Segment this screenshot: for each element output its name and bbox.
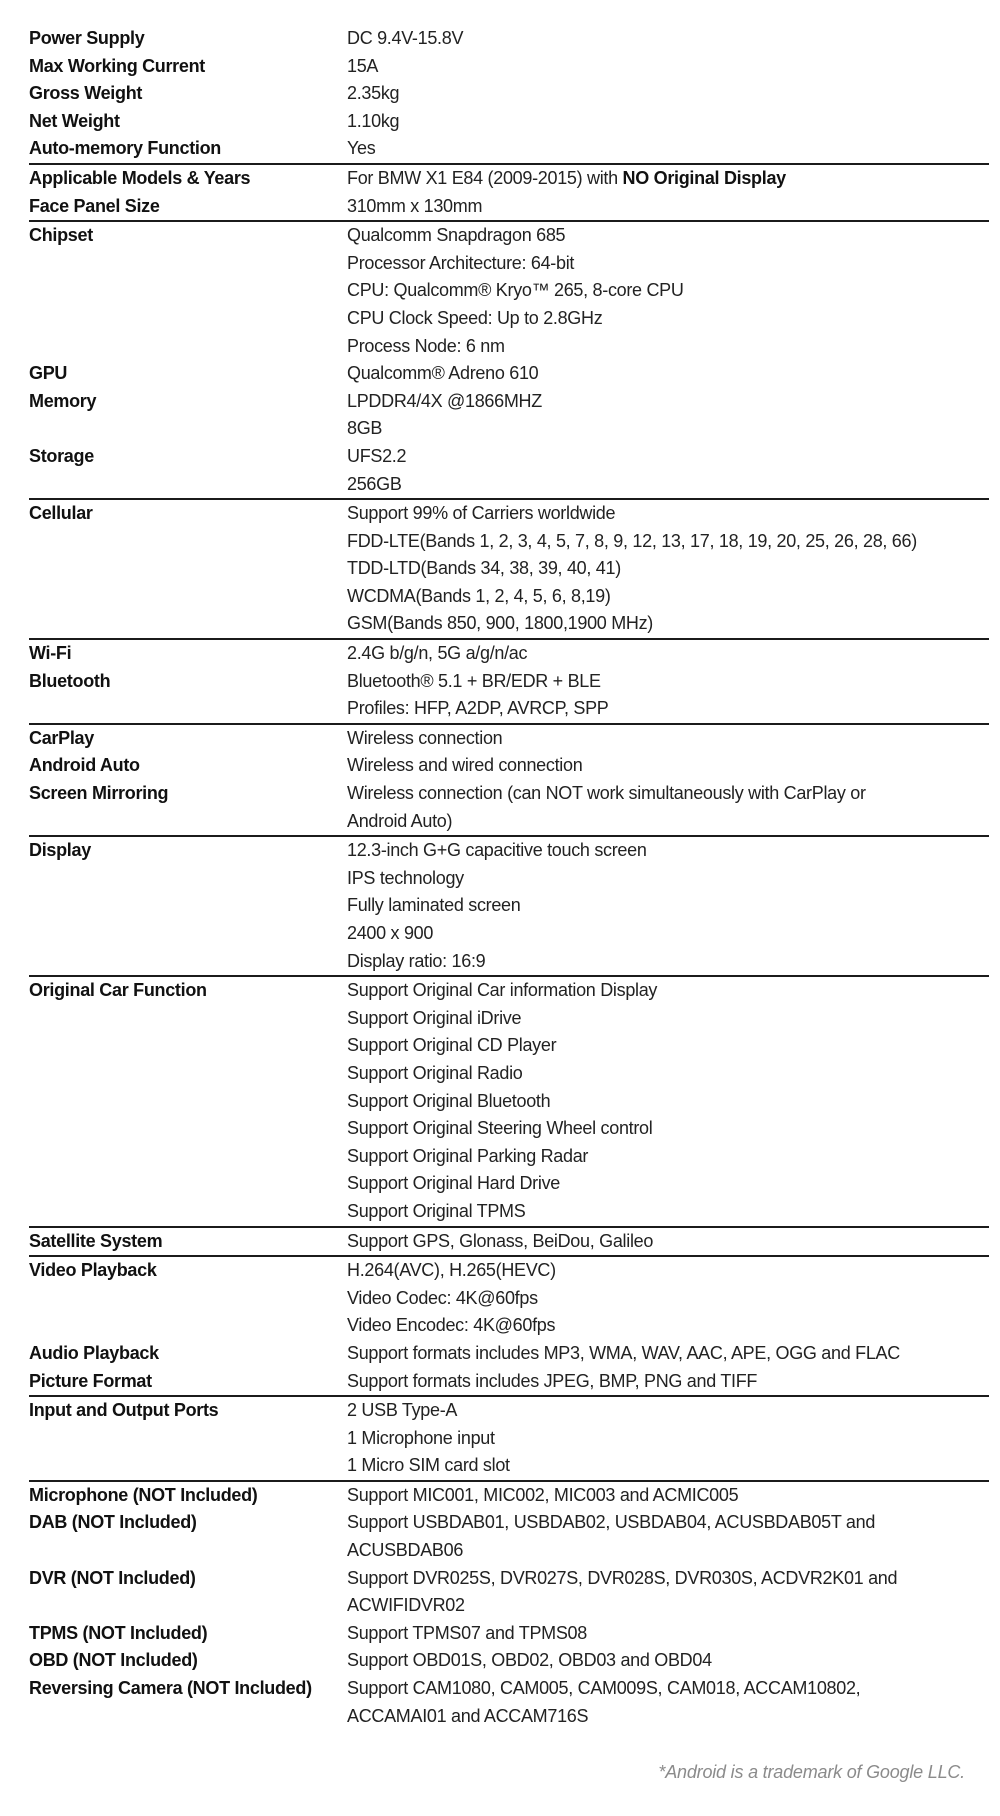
spec-row	[29, 752, 989, 780]
spec-value-line: Support TPMS07 and TPMS08	[347, 1622, 587, 1643]
spec-value-line: For BMW X1 E84 (2009-2015) with NO Original Display	[347, 167, 786, 188]
spec-section	[29, 220, 989, 498]
spec-value-line: Profiles: HFP, A2DP, AVRCP, SPP	[347, 698, 609, 719]
spec-value-line: 310mm x 130mm	[347, 195, 483, 216]
spec-row	[29, 1647, 989, 1675]
spec-section	[29, 1395, 989, 1480]
spec-value-line: 2.35kg	[347, 83, 400, 104]
spec-section	[29, 25, 989, 163]
spec-value	[347, 1257, 989, 1340]
spec-value	[347, 1340, 989, 1368]
spec-value	[347, 977, 989, 1225]
spec-value-line: IPS technology	[347, 867, 464, 888]
spec-row	[29, 1368, 989, 1396]
spec-row	[29, 193, 989, 221]
spec-value-line: ACCAMAI01 and ACCAM716S	[347, 1705, 589, 1726]
spec-value-line: Bluetooth® 5.1 + BR/EDR + BLE	[347, 670, 601, 691]
spec-value-line: 2.4G b/g/n, 5G a/g/n/ac	[347, 643, 528, 664]
spec-label: Audio Playback	[29, 1342, 159, 1363]
spec-label: GPU	[29, 363, 68, 384]
spec-value-line: Support formats includes MP3, WMA, WAV, AAC, APE, OGG and FLAC	[347, 1342, 900, 1363]
spec-value	[347, 53, 989, 81]
spec-value-line: Support CAM1080, CAM005, CAM009S, CAM018, ACCAM10802,	[347, 1678, 861, 1699]
spec-table	[29, 25, 989, 1730]
spec-value-line: Support DVR025S, DVR027S, DVR028S, DVR030S, ACDVR2K01 and	[347, 1567, 898, 1588]
spec-label: Microphone (NOT Included)	[29, 1484, 258, 1505]
spec-row	[29, 1565, 989, 1620]
spec-value-line: Support Original TPMS	[347, 1200, 526, 1221]
spec-value-line: Support formats includes JPEG, BMP, PNG and TIFF	[347, 1370, 758, 1391]
spec-label: OBD (NOT Included)	[29, 1650, 198, 1671]
spec-label: Bluetooth	[29, 670, 111, 691]
spec-row	[29, 668, 989, 723]
spec-value	[347, 1482, 989, 1510]
spec-value	[347, 1509, 989, 1564]
spec-value-line: Support Original iDrive	[347, 1007, 522, 1028]
spec-label: Max Working Current	[29, 55, 205, 76]
spec-row	[29, 53, 989, 81]
spec-value-line: Support 99% of Carriers worldwide	[347, 503, 616, 524]
spec-value-line: 2 USB Type-A	[347, 1400, 458, 1421]
android-trademark-note: *Android is a trademark of Google LLC.	[658, 1762, 965, 1782]
spec-section	[29, 498, 989, 638]
spec-row	[29, 1257, 989, 1340]
spec-section	[29, 1226, 989, 1256]
spec-value-line: Support USBDAB01, USBDAB02, USBDAB04, ACUSBDAB05T and	[347, 1512, 876, 1533]
spec-row	[29, 25, 989, 53]
spec-row	[29, 388, 989, 443]
spec-section	[29, 975, 989, 1225]
spec-label: Net Weight	[29, 110, 120, 131]
spec-value-line: Wireless connection	[347, 727, 503, 748]
spec-value-line: Process Node: 6 nm	[347, 335, 505, 356]
spec-label: Screen Mirroring	[29, 783, 169, 804]
spec-section	[29, 1480, 989, 1730]
spec-value-line: LPDDR4/4X @1866MHZ	[347, 390, 542, 411]
spec-label: Video Playback	[29, 1260, 157, 1281]
spec-row	[29, 640, 989, 668]
spec-label: Wi-Fi	[29, 643, 72, 664]
spec-label: Original Car Function	[29, 980, 207, 1001]
spec-value-line: Display ratio: 16:9	[347, 950, 486, 971]
spec-row	[29, 780, 989, 835]
spec-value-line: ACWIFIDVR02	[347, 1595, 465, 1616]
spec-row	[29, 108, 989, 136]
spec-value-line: Video Codec: 4K@60fps	[347, 1287, 538, 1308]
spec-label: CarPlay	[29, 727, 94, 748]
spec-value	[347, 500, 989, 638]
spec-value	[347, 108, 989, 136]
spec-row	[29, 1509, 989, 1564]
spec-label: Display	[29, 840, 91, 861]
spec-row	[29, 500, 989, 638]
spec-value	[347, 1565, 989, 1620]
spec-value-line: Video Encodec: 4K@60fps	[347, 1315, 556, 1336]
spec-value-line: CPU Clock Speed: Up to 2.8GHz	[347, 307, 603, 328]
spec-value	[347, 1228, 989, 1256]
spec-value	[347, 360, 989, 388]
spec-value-line: Wireless connection (can NOT work simultaneously with CarPlay or	[347, 783, 866, 804]
spec-value-line: 15A	[347, 55, 379, 76]
spec-value-line: Support Original CD Player	[347, 1035, 557, 1056]
spec-label: DVR (NOT Included)	[29, 1567, 196, 1588]
spec-value	[347, 25, 989, 53]
spec-value-line: Fully laminated screen	[347, 895, 521, 916]
spec-value	[347, 640, 989, 668]
spec-row	[29, 977, 989, 1225]
spec-value-line: Processor Architecture: 64-bit	[347, 252, 575, 273]
spec-row	[29, 1340, 989, 1368]
spec-value-line: 2400 x 900	[347, 923, 434, 943]
spec-value	[347, 193, 989, 221]
spec-label: TPMS (NOT Included)	[29, 1622, 208, 1643]
spec-row	[29, 1620, 989, 1648]
spec-label: Storage	[29, 445, 94, 466]
spec-value-line: Support MIC001, MIC002, MIC003 and ACMIC005	[347, 1484, 739, 1505]
spec-row	[29, 1228, 989, 1256]
spec-row	[29, 360, 989, 388]
spec-label: Applicable Models & Years	[29, 167, 251, 188]
spec-value	[347, 1647, 989, 1675]
spec-label: Picture Format	[29, 1370, 152, 1391]
spec-section	[29, 638, 989, 723]
spec-value	[347, 1675, 989, 1730]
spec-value	[347, 80, 989, 108]
spec-value	[347, 443, 989, 498]
spec-label: Android Auto	[29, 755, 140, 776]
spec-value-line: 1.10kg	[347, 110, 400, 131]
spec-value-line: Android Auto)	[347, 810, 453, 831]
spec-value-line: GSM(Bands 850, 900, 1800,1900 MHz)	[347, 613, 653, 634]
spec-value-line: Support OBD01S, OBD02, OBD03 and OBD04	[347, 1650, 712, 1671]
spec-value-line: Support Original Car information Display	[347, 980, 658, 1001]
spec-value-line: H.264(AVC), H.265(HEVC)	[347, 1260, 556, 1281]
spec-label: Satellite System	[29, 1230, 163, 1251]
spec-value	[347, 725, 989, 753]
spec-label: Auto-memory Function	[29, 138, 221, 159]
spec-label: Chipset	[29, 225, 93, 246]
spec-value-line: Yes	[347, 138, 376, 159]
spec-label: Gross Weight	[29, 83, 143, 104]
spec-value-line: Support Original Steering Wheel control	[347, 1118, 653, 1139]
spec-label: DAB (NOT Included)	[29, 1512, 197, 1533]
spec-value-line: 1 Micro SIM card slot	[347, 1455, 510, 1476]
spec-value-line: Qualcomm® Adreno 610	[347, 363, 539, 384]
spec-value-line: ACUSBDAB06	[347, 1540, 464, 1561]
spec-value-line: CPU: Qualcomm® Kryo™ 265, 8-core CPU	[347, 280, 684, 301]
spec-row	[29, 80, 989, 108]
spec-section	[29, 835, 989, 975]
spec-value	[347, 222, 989, 360]
spec-value-line: Support GPS, Glonass, BeiDou, Galileo	[347, 1230, 654, 1251]
spec-value-line: 8GB	[347, 418, 383, 439]
spec-value	[347, 752, 989, 780]
spec-value-line: WCDMA(Bands 1, 2, 4, 5, 6, 8,19)	[347, 585, 611, 606]
spec-label: Reversing Camera (NOT Included)	[29, 1678, 312, 1699]
spec-label: Input and Output Ports	[29, 1400, 219, 1421]
spec-value-line: UFS2.2	[347, 445, 407, 466]
spec-value-line: Wireless and wired connection	[347, 755, 583, 776]
spec-section	[29, 163, 989, 220]
spec-row	[29, 725, 989, 753]
spec-label: Face Panel Size	[29, 195, 160, 216]
spec-value-line: Support Original Bluetooth	[347, 1090, 551, 1111]
spec-row	[29, 135, 989, 163]
spec-value	[347, 388, 989, 443]
spec-value	[347, 780, 989, 835]
spec-value-line: Support Original Radio	[347, 1062, 523, 1083]
spec-value	[347, 668, 989, 723]
spec-label: Cellular	[29, 503, 93, 524]
spec-label: Power Supply	[29, 28, 145, 48]
spec-value-line: 1 Microphone input	[347, 1427, 495, 1448]
spec-row	[29, 1397, 989, 1480]
spec-value	[347, 165, 989, 193]
spec-value	[347, 1620, 989, 1648]
spec-value	[347, 1397, 989, 1480]
spec-label: Memory	[29, 390, 97, 411]
spec-value-line: 12.3-inch G+G capacitive touch screen	[347, 840, 647, 861]
spec-value-line: Support Original Hard Drive	[347, 1173, 560, 1194]
spec-row	[29, 222, 989, 360]
spec-row	[29, 165, 989, 193]
spec-row	[29, 1675, 989, 1730]
spec-value-line: Support Original Parking Radar	[347, 1145, 589, 1166]
spec-value	[347, 135, 989, 163]
spec-section	[29, 723, 989, 835]
spec-section	[29, 1255, 989, 1395]
spec-value-line: DC 9.4V-15.8V	[347, 28, 464, 48]
spec-value-line: 256GB	[347, 473, 402, 494]
spec-value	[347, 1368, 989, 1396]
spec-value	[347, 837, 989, 975]
spec-value-line: TDD-LTD(Bands 34, 38, 39, 40, 41)	[347, 558, 621, 579]
spec-row	[29, 837, 989, 975]
spec-row	[29, 1482, 989, 1510]
spec-value-line: Qualcomm Snapdragon 685	[347, 225, 566, 246]
spec-value-line: FDD-LTE(Bands 1, 2, 3, 4, 5, 7, 8, 9, 12, 13, 17, 18, 19, 20, 25, 26, 28, 66)	[347, 530, 917, 551]
spec-row	[29, 443, 989, 498]
